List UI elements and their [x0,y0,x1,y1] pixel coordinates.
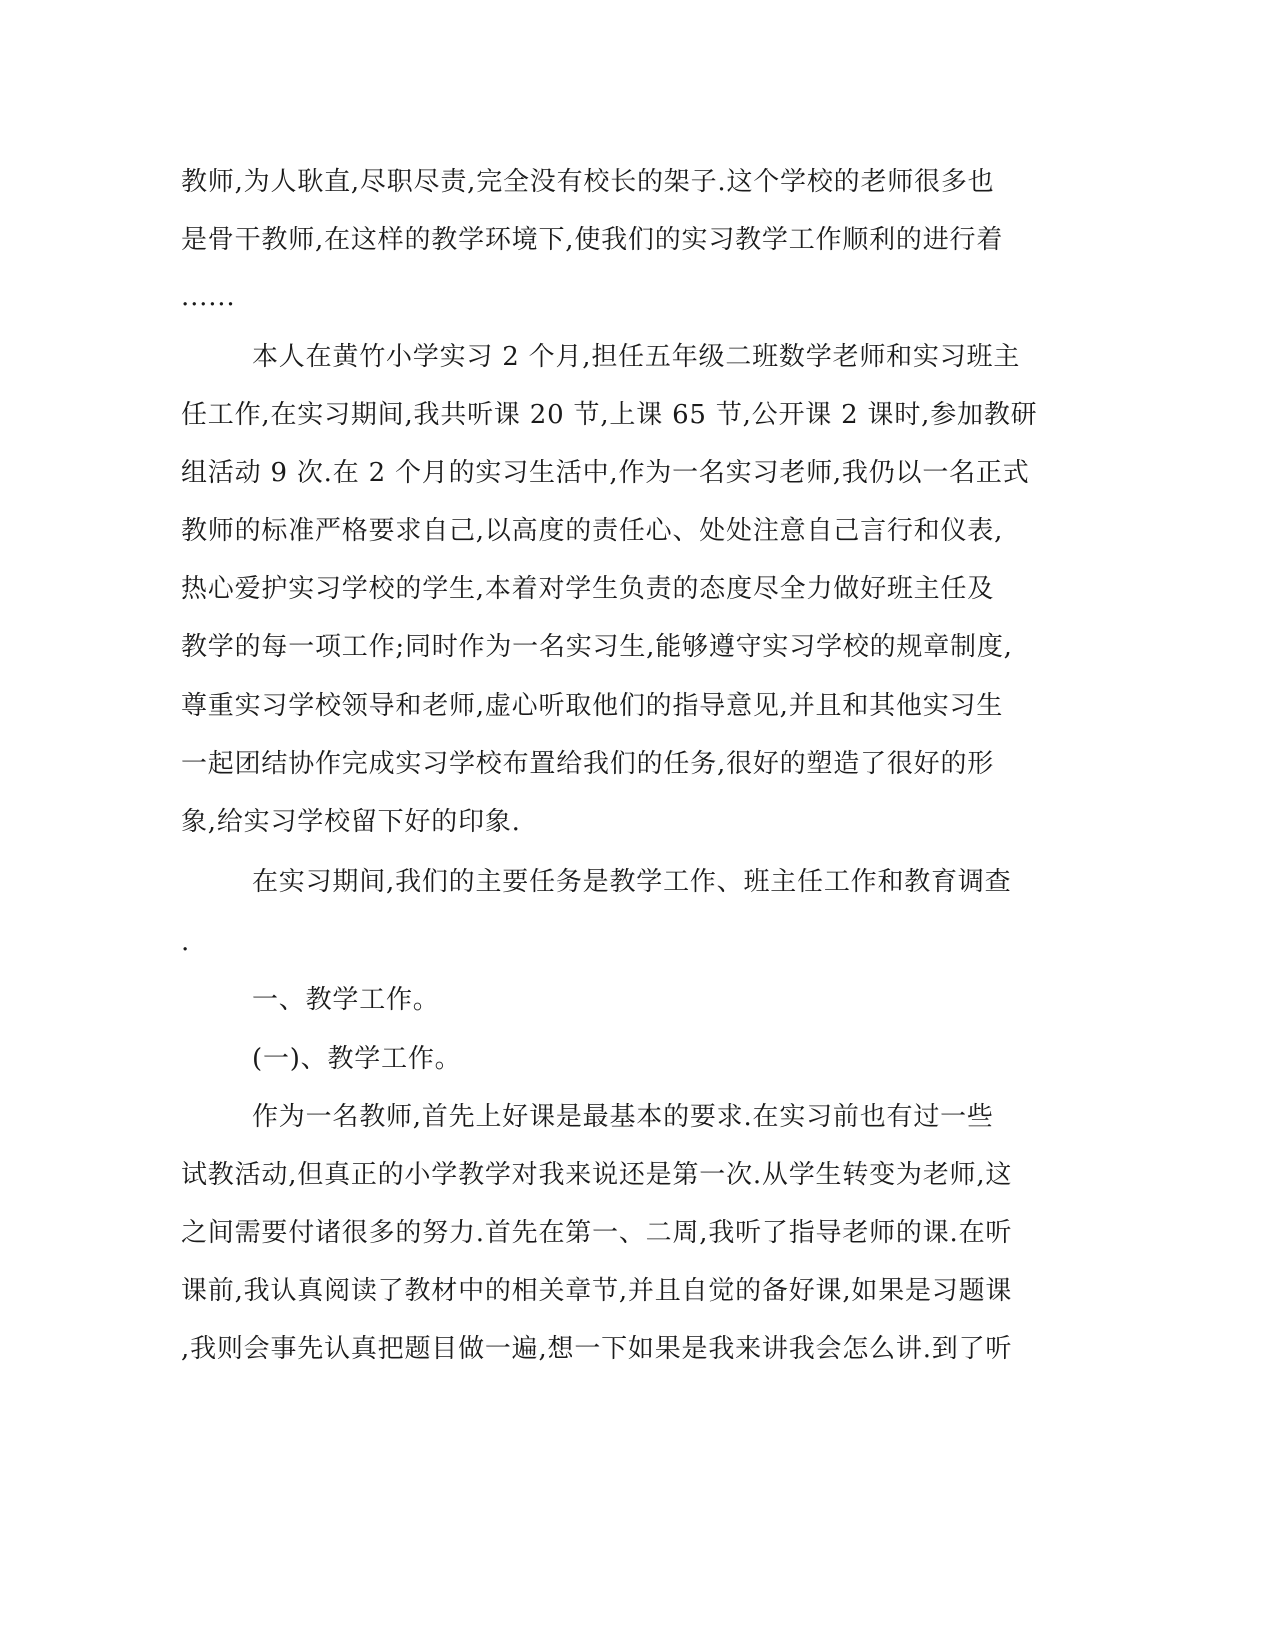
paragraph-2-line-5: 热心爱护实习学校的学生,本着对学生负责的态度尽全力做好班主任及 [181,574,995,604]
paragraph-4-line-5: ,我则会事先认真把题目做一遍,想一下如果是我来讲我会怎么讲.到了听 [181,1334,1013,1364]
paragraph-2-line-2: 任工作,在实习期间,我共听课 20 节,上课 65 节,公开课 2 课时,参加教研 [181,400,1038,430]
paragraph-4-line-1: 作为一名教师,首先上好课是最基本的要求.在实习前也有过一些 [252,1102,994,1132]
paragraph-2-line-4: 教师的标准严格要求自己,以高度的责任心、处处注意自己言行和仪表, [181,516,1004,546]
text-line-1: 教师,为人耿直,尽职尽责,完全没有校长的架子.这个学校的老师很多也 [181,167,995,197]
subsection-heading: (一)、教学工作。 [252,1044,462,1074]
paragraph-4-line-4: 课前,我认真阅读了教材中的相关章节,并且自觉的备好课,如果是习题课 [181,1276,1013,1306]
paragraph-3-line-1: 在实习期间,我们的主要任务是教学工作、班主任工作和教育调查 [252,867,1012,897]
paragraph-4-line-3: 之间需要付诸很多的努力.首先在第一、二周,我听了指导老师的课.在听 [181,1218,1013,1248]
paragraph-2-line-7: 尊重实习学校领导和老师,虚心听取他们的指导意见,并且和其他实习生 [181,691,1004,721]
paragraph-3-line-2: . [181,927,191,957]
text-line-3: ...... [181,282,236,312]
section-heading: 一、教学工作。 [252,985,440,1015]
paragraph-2-line-8: 一起团结协作完成实习学校布置给我们的任务,很好的塑造了很好的形 [181,749,995,779]
paragraph-4-line-2: 试教活动,但真正的小学教学对我来说还是第一次.从学生转变为老师,这 [181,1160,1013,1190]
paragraph-2-line-3: 组活动 9 次.在 2 个月的实习生活中,作为一名实习老师,我仍以一名正式 [181,458,1030,488]
text-line-2: 是骨干教师,在这样的教学环境下,使我们的实习教学工作顺利的进行着 [181,225,1004,255]
paragraph-2-line-1: 本人在黄竹小学实习 2 个月,担任五年级二班数学老师和实习班主 [252,342,1021,372]
paragraph-2-line-9: 象,给实习学校留下好的印象. [181,807,521,837]
paragraph-2-line-6: 教学的每一项工作;同时作为一名实习生,能够遵守实习学校的规章制度, [181,632,1013,662]
